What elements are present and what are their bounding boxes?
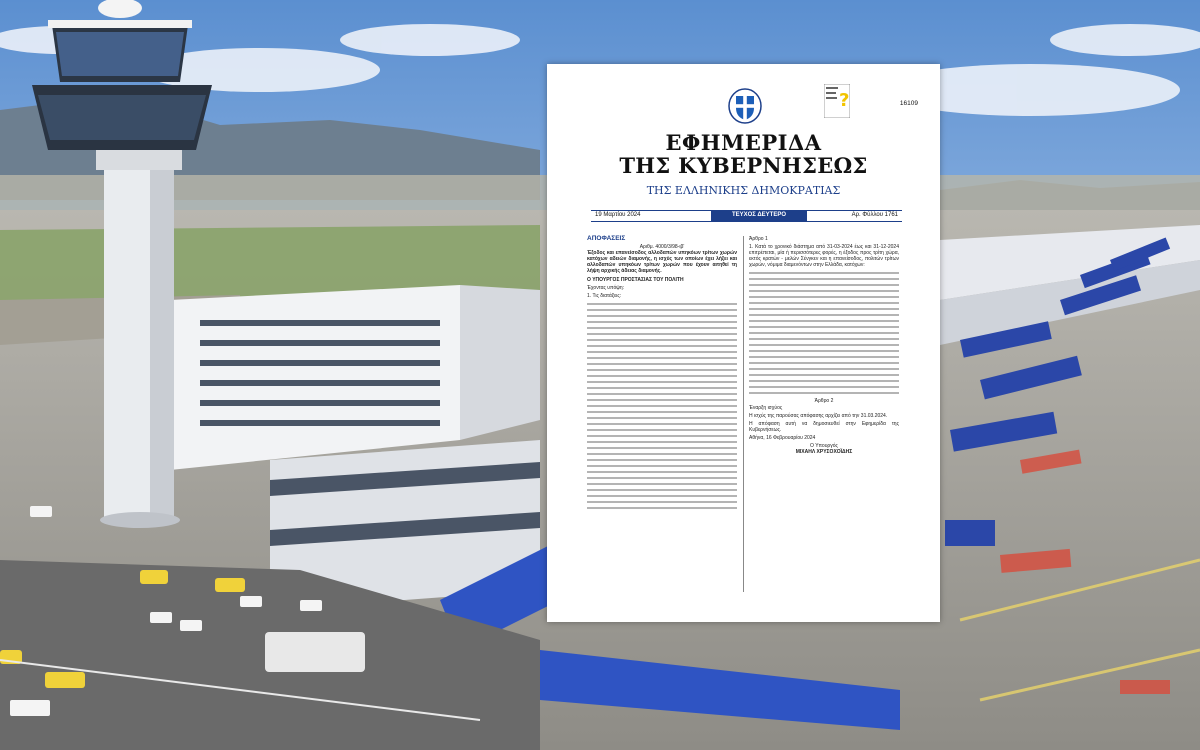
- right-column: [749, 236, 899, 455]
- article2-text: Η ισχύς της παρούσας απόφασης αρχίζει από την 31.03.2024.: [749, 412, 888, 419]
- gazette-subtitle: ΤΗΣ ΕΛΛΗΝΙΚΗΣ ΔΗΜΟΚΡΑΤΙΑΣ: [646, 184, 841, 197]
- gazette-page: [547, 64, 940, 622]
- having-regard: Έχοντας υπόψη:: [587, 284, 624, 291]
- gazette-title-line2: ΤΗΣ ΚΥΒΕΡΝΗΣΕΩΣ: [619, 153, 868, 178]
- provisions-intro: 1. Τις διατάξεις:: [587, 292, 622, 299]
- article2-subheading: Έναρξη ισχύος: [749, 404, 783, 411]
- article1-lines: [749, 272, 899, 394]
- decision-number: Αριθμ. 4000/3/98-ιβ': [639, 244, 685, 251]
- sheet-number: Αρ. Φύλλου 1761: [851, 212, 898, 218]
- issue-info-bar: [591, 210, 902, 222]
- minister-heading: Ο ΥΠΟΥΡΓΟΣ ΠΡΟΣΤΑΣΙΑΣ ΤΟΥ ΠΟΛΙΤΗ: [587, 276, 684, 283]
- decision-title: Έξοδος και επανείσοδος αλλοδαπών υπηκόων τρίτων χωρών κατόχων αδειών διαμονής, η ισχύς των οποίων έχει λήξει και αλλοδαπών υπηκόων τρίτων χωρών που έχουν αιτηθεί τη λήψη αρχικής άδειας διαμονής.: [587, 250, 737, 275]
- issue-series: ΤΕΥΧΟΣ ΔΕΥΤΕΡΟ: [711, 210, 807, 221]
- signatory-role: Ο Υπουργός: [810, 443, 838, 450]
- article1-text: 1. Κατά το χρονικό διάστημα από 31-03-2024 έως και 31-12-2024 επιτρέπεται, μία ή περισσότερες φορές, η έξοδος προς τρίτη χώρα, εκτός κρατών - μελών Σένγκεν και η επανείσοδος, πολιτών τρίτων χωρών, νόμιμα διαμενόντων στην Ελλάδα, κατόχων:: [749, 244, 899, 269]
- place-date: Αθήνα, 16 Φεβρουαρίου 2024: [749, 434, 816, 441]
- signatory-name: ΜΙΧΑΗΛ ΧΡΥΣΟΧΟΪΔΗΣ: [795, 449, 853, 456]
- gazette-title-line1: ΕΦΗΜΕΡΙΔΑ: [665, 130, 822, 155]
- column-divider: [743, 236, 744, 592]
- article2-heading: Άρθρο 2: [814, 398, 834, 405]
- left-column: [587, 236, 737, 513]
- svg-text:?: ?: [839, 90, 850, 111]
- issue-date: 19 Μαρτίου 2024: [595, 212, 641, 218]
- greek-coat-of-arms-icon: [727, 86, 763, 124]
- issue-number: 16109: [899, 100, 918, 107]
- accessibility-logo-icon: [824, 84, 850, 118]
- body-text-lines: [587, 303, 737, 509]
- publication-text: Η απόφαση αυτή να δημοσιευθεί στην Εφημερίδα της Κυβερνήσεως.: [749, 420, 899, 433]
- section-heading: ΑΠΟΦΑΣΕΙΣ: [587, 235, 626, 242]
- article1-heading: Άρθρο 1: [749, 236, 768, 242]
